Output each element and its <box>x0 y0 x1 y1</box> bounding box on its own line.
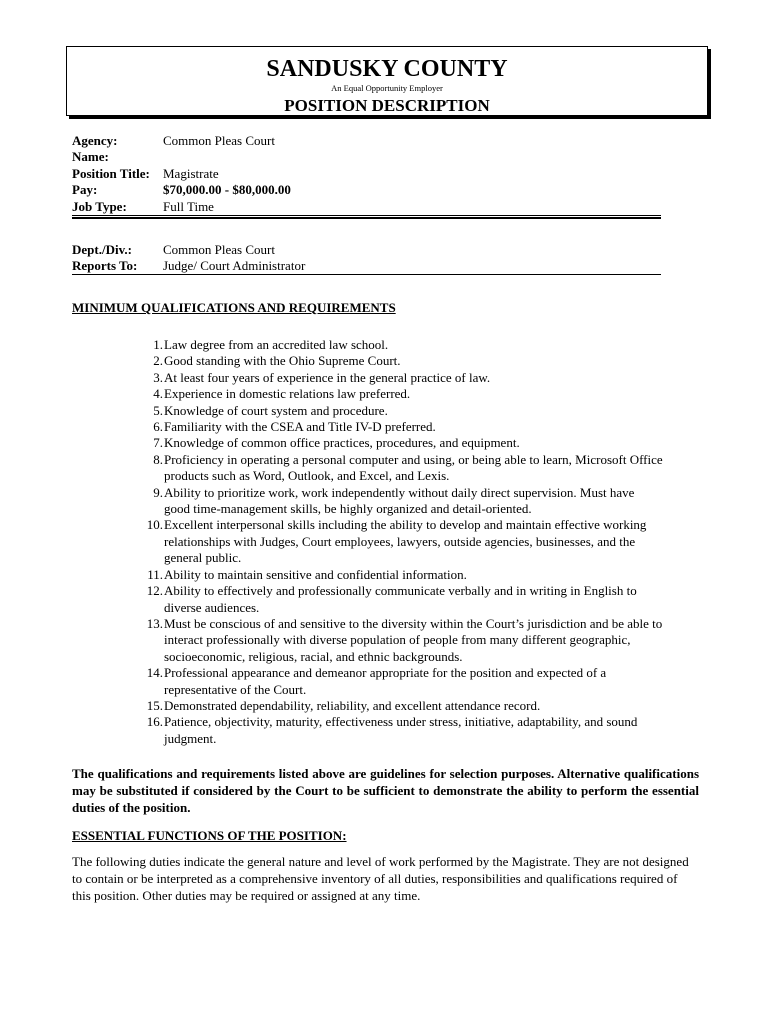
list-item <box>130 386 700 402</box>
list-item-text: Law degree from an accredited law school. <box>164 337 389 352</box>
list-item-text: Experience in domestic relations law preferred. <box>164 386 411 402</box>
info-value: $70,000.00 - $80,000.00 <box>163 182 291 198</box>
list-item-number: 6. <box>153 419 163 435</box>
list-item-number: 13. <box>146 615 163 631</box>
qualifications-list <box>130 337 700 747</box>
info-label: Pay: <box>72 182 98 198</box>
list-item-number: 16. <box>146 714 163 730</box>
info-row-position-title <box>72 166 291 182</box>
essential-functions-heading: ESSENTIAL FUNCTIONS OF THE POSITION: <box>72 828 347 843</box>
list-item-number: 11. <box>147 566 163 582</box>
info-label: Dept./Div.: <box>72 242 132 257</box>
info-label: Name: <box>72 149 109 165</box>
list-item <box>130 517 700 566</box>
list-item-text: Knowledge of common office practices, procedures, and equipment. <box>164 435 520 451</box>
list-item-text: Patience, objectivity, maturity, effectiveness under stress, initiative, adaptability, and sound judgment. <box>164 714 638 746</box>
list-item <box>130 435 700 451</box>
list-item-text: Excellent interpersonal skills including the ability to develop and maintain effective working relationships with Judges, Court employees, lawyers, outside agencies, businesses, and the general public. <box>164 517 647 566</box>
list-item <box>130 452 700 485</box>
list-item-text: Knowledge of court system and procedure. <box>164 402 388 418</box>
info-label: Position Title: <box>72 165 150 181</box>
info-label: Agency: <box>72 133 118 148</box>
list-item-text: At least four years of experience in the general practice of law. <box>164 369 491 385</box>
list-item-number: 10. <box>146 517 163 533</box>
list-item-number: 9. <box>153 484 163 500</box>
info-label: Job Type: <box>72 198 127 214</box>
info-label: Reports To: <box>72 258 138 274</box>
info-value: Common Pleas Court <box>163 242 275 257</box>
list-item-number: 5. <box>153 402 163 418</box>
list-item-number: 4. <box>153 386 163 402</box>
list-item <box>130 353 700 369</box>
divider <box>72 217 661 219</box>
info-row-agency <box>72 133 291 149</box>
list-item <box>130 403 700 419</box>
list-item-text: Professional appearance and demeanor appropriate for the position and expected of a representative of the Court. <box>164 665 607 697</box>
info-row-department <box>72 242 305 258</box>
list-item-text: Ability to effectively and professionally communicate verbally and in writing in English to diverse audiences. <box>164 583 637 615</box>
list-item <box>130 698 700 714</box>
list-item <box>130 616 700 665</box>
position-info-block <box>72 133 291 215</box>
list-item-text: Demonstrated dependability, reliability, and excellent attendance record. <box>164 697 541 713</box>
county-title: SANDUSKY COUNTY <box>266 56 508 82</box>
list-item-text: Proficiency in operating a personal computer and using, or being able to learn, Microsoft Office products such as Word, Outlook, and Excel, and Lexis. <box>164 451 663 484</box>
list-item <box>130 337 700 353</box>
info-value: Common Pleas Court <box>163 133 275 148</box>
list-item <box>130 665 700 698</box>
list-item-number: 1. <box>153 337 163 352</box>
list-item <box>130 485 700 518</box>
divider <box>72 274 661 275</box>
info-value: Judge/ Court Administrator <box>163 258 306 274</box>
list-item-number: 3. <box>153 369 163 385</box>
department-info-block <box>72 242 305 275</box>
qualifications-heading: MINIMUM QUALIFICATIONS AND REQUIREMENTS <box>72 300 396 315</box>
list-item <box>130 583 700 616</box>
list-item-text: Must be conscious of and sensitive to the diversity within the Court’s jurisdiction and be able to interact professionally with diverse population of people from many different geographic, socioeconomic, religious, racial, and ethnic backgrounds. <box>164 615 663 664</box>
list-item-text: Ability to prioritize work, work independently without daily direct supervision. Must have good time-management skills, be highly organized and detail-oriented. <box>164 484 635 517</box>
info-row-job-type <box>72 199 291 215</box>
employer-note: An Equal Opportunity Employer <box>331 83 443 93</box>
list-item-text: Good standing with the Ohio Supreme Court. <box>164 353 401 369</box>
list-item-text: Ability to maintain sensitive and confidential information. <box>164 566 467 582</box>
info-row-name <box>72 149 291 165</box>
essential-functions-body: The following duties indicate the general nature and level of work performed by the Magistrate. They are not designed to contain or be interpreted as a comprehensive inventory of all duties, responsibilities and qualifications required of this position. Other duties may be required or assigned at any time. <box>72 854 689 903</box>
info-value: Magistrate <box>163 165 219 181</box>
info-row-pay <box>72 182 291 198</box>
info-row-reports-to <box>72 258 305 274</box>
list-item <box>130 714 700 747</box>
list-item-number: 14. <box>146 665 163 681</box>
list-item-number: 12. <box>146 583 163 599</box>
list-item-number: 8. <box>153 451 163 467</box>
divider <box>72 215 661 216</box>
header-box <box>66 46 708 116</box>
list-item-number: 15. <box>146 697 163 713</box>
info-value: Full Time <box>163 198 214 214</box>
document-title: POSITION DESCRIPTION <box>284 96 490 115</box>
list-item <box>130 567 700 583</box>
list-item-number: 2. <box>153 353 163 369</box>
list-item <box>130 370 700 386</box>
alternative-qualifications-note: The qualifications and requirements listed above are guidelines for selection purposes. Alternative qualifications may be substituted if considered by the Court to be sufficient to demonstrate the ability to perform the essential duties of the position. <box>72 766 699 815</box>
list-item <box>130 419 700 435</box>
list-item-number: 7. <box>153 435 163 451</box>
list-item-text: Familiarity with the CSEA and Title IV-D preferred. <box>164 419 436 435</box>
